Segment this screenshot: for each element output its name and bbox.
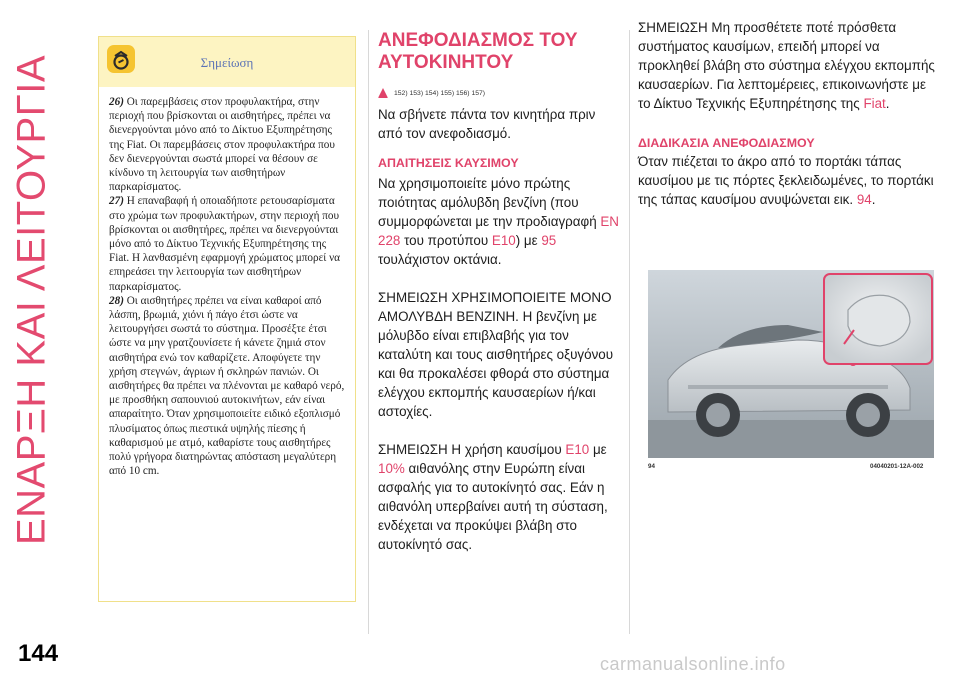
note-item-number: 26) — [109, 96, 124, 108]
section-title: ΑΝΕΦΟΔΙΑΣΜΟΣ ΤΟΥ ΑΥΤΟΚΙΝΗΤΟΥ — [378, 30, 578, 73]
warning-references — [378, 88, 620, 98]
note-item-27 — [109, 194, 347, 293]
ethanol-note: ΣΗΜΕΙΩΣΗ Η χρήση καυσίμου E10 με 10% αιθανόλης στην Ευρώπη είναι ασφαλής για το αυτοκίνητό σας. Εάν η αιθανόλη υπερβαίνει αυτή τη σύσταση, ενδέχεται να προκύψει βλάβη στο αυτοκίνητό σας. — [378, 442, 608, 552]
right-column — [638, 18, 938, 209]
note-item-text: Οι παρεμβάσεις στον προφυλακτήρα, στην περιοχή που βρίσκονται οι αισθητήρες, πρέπει να διενεργούνται μόνο από το Δίκτυο Εξυπηρέτησης της Fiat. Οι παρεμβάσεις στον προφυλακτήρα που δεν διενεργούνται σωστά μπορεί να θέσουν σε κίνδυνο τη λειτουργία των αισθητήρων παρκαρίσματος. — [109, 96, 335, 194]
fuel-requirements-heading: ΑΠΑΙΤΗΣΕΙΣ ΚΑΥΣΙΜΟΥ — [378, 156, 519, 170]
page-number: 144 — [18, 640, 59, 667]
car-fuel-door-illustration — [648, 270, 934, 458]
middle-column — [378, 30, 620, 554]
fuel-grade: E10 — [491, 233, 516, 248]
warning-triangle-icon — [378, 88, 388, 98]
watermark: carmanualsonline.info — [600, 654, 786, 674]
standard-code: EN 228 — [378, 214, 619, 248]
reference-numbers: 152) 153) 154) 155) 156) 157) — [394, 89, 486, 97]
column-divider-right — [629, 30, 630, 634]
refueling-procedure-text: Όταν πιέζεται το άκρο από το πορτάκι τάπας καυσίμου με τις πόρτες ξεκλειδωμένες, το πορτάκι της τάπας καυσίμου ανυψώνεται εικ. 94. — [638, 154, 934, 207]
fuel-requirements-text: Να χρησιμοποιείτε μόνο πρώτης ποιότητας αμόλυβδη βενζίνη (που συμμορφώνεται με την προδιαγραφή EN 228 του προτύπου E10) με 95 τουλάχιστον οκτάνια. — [378, 176, 619, 267]
octane-value: 95 — [541, 233, 557, 248]
note-title: Σημείωση — [200, 55, 254, 70]
side-section-title — [2, 0, 62, 560]
figure-94-photo — [648, 270, 934, 458]
note-item-text: Οι αισθητήρες πρέπει να είναι καθαροί από λάσπη, βρωμιά, χιόνι ή πάγο έτσι ώστε να λειτουργήσει σωστά το σύστημα. Προσέξτε έτσι ώστε να μην γρατζουνίσετε ή κάνετε ζημιά στον αισθητήρα ενώ τον καθαρίζετε. Αποφύγετε την χρήση στεγνών, άγριων ή σκληρών πανιών. Οι αισθητήρες θα πρέπει να πλένονται με καθαρό νερό, με προσθήκη σαπουνιού αυτοκινήτων, εάν είναι απαραίτητο. Όταν χρησιμοποιείτε ειδικό εξοπλισμό πλυσίματος όπως πιεστικά υψηλής πίεσης ή καθαρισμού με ατμό, καθαρίστε τους αισθητήρες πολύ γρήγορα διατηρώντας απόσταση μεγαλύτερη από 10 cm. — [109, 294, 345, 478]
figure-code: 04040201-12A-002 — [870, 463, 924, 470]
note-item-28 — [109, 294, 347, 479]
note-item-number: 28) — [109, 294, 124, 307]
figure-number: 94 — [648, 463, 655, 470]
intro-paragraph: Να σβήνετε πάντα τον κινητήρα πριν από τον ανεφοδιασμό. — [378, 107, 596, 141]
note-item-number: 27) — [109, 195, 124, 208]
note-header — [99, 37, 355, 87]
note-body — [99, 87, 355, 478]
fuel-grade: E10 — [565, 442, 590, 457]
note-item-text: Η επαναβαφή ή οποιαδήποτε ρετουσαρίσματα στο χρώμα των προφυλακτήρων, στην περιοχή που βρίσκονται οι αισθητήρες, πρέπει να διενεργούνται μόνο από το Δίκτυο Τεχνικής Εξυπηρέτησης της Fiat. Η λανθασμένη εφαρμογή χρώματος μπορεί να επηρεάσει την λειτουργία των αισθητήρων παρκαρίσματος. — [109, 195, 340, 293]
note-box — [98, 36, 356, 602]
refueling-procedure-heading: ΔΙΑΔΙΚΑΣΙΑ ΑΝΕΦΟΔΙΑΣΜΟΥ — [638, 136, 815, 150]
note-item-26 — [109, 95, 347, 194]
unleaded-note: ΣΗΜΕΙΩΣΗ ΧΡΗΣΙΜΟΠΟΙΕΙΤΕ ΜΟΝΟ ΑΜΟΛΥΒΔΗ ΒΕΝΖΙΝΗ. Η βενζίνη με μόλυβδο είναι επιβλαβής για τον καταλύτη και τους αισθητήρες οξυγόνου και θα προκαλέσει φθορά στο σύστημα ελέγχου εκπομπής καυσαερίων ή/και αστοχίες. — [378, 290, 614, 419]
column-divider-left — [368, 30, 369, 634]
additives-note: ΣΗΜΕΙΩΣΗ Μη προσθέτετε ποτέ πρόσθετα συστήματος καυσίμων, επειδή μπορεί να προκληθεί βλάβη στο σύστημα ελέγχου εκπομπής καυσαερίων. Για λεπτομέρειες, επικοινωνήστε με το Δίκτυο Τεχνικής Εξυπηρέτησης της Fiat. — [638, 20, 935, 111]
ethanol-percentage: 10% — [378, 461, 405, 476]
brand-name: Fiat — [863, 96, 886, 111]
figure-reference: 94 — [856, 192, 872, 207]
side-section-title-text: ΕΝΑΡΞΗ ΚΑΙ ΛΕΙΤΟΥΡΓΙΑ — [9, 54, 54, 546]
